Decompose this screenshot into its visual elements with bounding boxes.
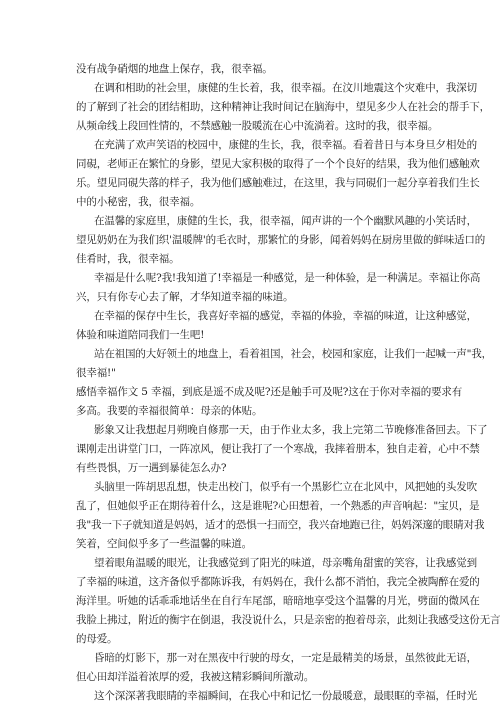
text-line: 望见奶奶在为我们织'温暖牌'的毛衣时，那繁忙的身影，闻着妈妈在厨房里做的鲜味适口的 <box>76 234 486 246</box>
text-line: 在调和相助的社会里，康健的生长着，我，很幸福。在汶川地震这个灾难中，我深切 <box>94 82 477 94</box>
text-line: 兴，只有你专心去了解，才华知道幸福的味道。 <box>76 291 294 303</box>
text-line: 这个深深著我眼睛的幸福瞬间，在我心中和记忆一份最暖意，最眼眶的幸福，任时光 <box>94 690 477 702</box>
document-body <box>76 60 500 706</box>
text-line: 望着眼角温暖的眼光，让我感觉到了阳光的味道，母亲嘴角甜蜜的笑容，让我感觉到 <box>94 557 477 569</box>
text-line: 我"我一下子就知道是妈妈，适才的恐惧一扫而空，我兴奋地跑已往，妈妈深邃的眼睛对我 <box>76 519 485 531</box>
text-line: 很幸福!" <box>76 367 116 379</box>
text-line: 感悟幸福作文 5 幸福，到底是遥不成及呢?还是触手可及呢?这在于你对幸福的要求有 <box>76 386 463 398</box>
text-line: 课刚走出讲堂门口，一阵凉风，便让我打了一个寒战，我摔着册本，独自走着，心中不禁 <box>76 443 480 455</box>
text-line: 但心田却洋溢着浓厚的爱，我被这精彩瞬间所激动。 <box>76 671 315 683</box>
text-line: 了幸福的味道，这齐备似乎都陈诉我，有妈妈在，我什么都不消怕，我完全被陶醉在爱的 <box>76 576 480 588</box>
text-line: 我脸上拂过，附近的衡宇在倒退，我没说什么，只是亲密的抱着母亲，此刻让我感受这份无言 <box>76 614 500 626</box>
text-line: 站在祖国的大好领土的地盘上，看着祖国，社会，校园和家庭，让我们一起喊一声"我， <box>94 348 492 360</box>
text-line: 的了解到了社会的团结相助，这种精神让我时间记在脑海中，望见多少人在社会的帮手下， <box>76 101 490 113</box>
text-line: 体验和味道陪同我们一生吧! <box>76 329 205 341</box>
text-line: 没有战争硝烟的地盘上保存，我，很幸福。 <box>76 63 273 75</box>
text-line: 在充满了欢声笑语的校园中，康健的生长，我，很幸福。看着昔日与本身旦夕相处的 <box>94 139 477 151</box>
text-line: 幸福是什么呢?我!我知道了!幸福是一种感觉，是一种体验，是一种满足。幸福让你高 <box>94 272 481 284</box>
text-line: 同硯，老师正在繁忙的身影，望见大家积极的取得了一个个良好的结果，我为他们感触欢 <box>76 158 480 170</box>
text-line: 中的小秘密，我，很幸福。 <box>76 196 201 208</box>
text-line: 从频命线上段回性情的，不禁感触一股暖流在心中流淌着。这时的我，很幸福。 <box>76 120 439 132</box>
text-line: 海洋里。听她的话乖乖地话坐在自行车尾部，暗暗地享受这个温馨的月光，劈面的微风在 <box>76 595 480 607</box>
text-line: 在温馨的家庭里，康健的生长，我，很幸福，闻声讲的一个个幽默风趣的小笑话时， <box>94 215 477 227</box>
text-line: 头脑里一阵胡思乱想，快走出校门，似乎有一个黑影伫立在北风中，风把她的头发吹 <box>94 481 477 493</box>
text-line: 乐。望见同硯失落的样子，我为他们感触难过，在这里，我与同硯们一起分享着我们生长 <box>76 177 480 189</box>
text-line: 的母爱。 <box>76 633 118 645</box>
text-line: 影象又让我想起月朔晚自修那一天，由于作业太多，我上完第二节晚修准备回去。下了 <box>94 424 488 436</box>
text-line: 昏暗的灯影下，那一对在黑夜中行驶的母女，一定是最精美的场景，虽然彼此无语， <box>94 652 477 664</box>
text-line: 笑着，空间似乎多了一些温馨的味道。 <box>76 538 252 550</box>
text-line: 有些畏惧，万一遇到暴徒怎么办? <box>76 462 227 474</box>
text-line: 佳肴时，我，很幸福。 <box>76 253 180 265</box>
text-line: 在幸福的保存中生长，我喜好幸福的感觉，幸福的体验，幸福的味道，让这种感觉， <box>94 310 477 322</box>
text-line: 乱了，但她似乎正在期待着什么，这是谁呢?心田想着，一个熟悉的声音响起："宝贝，是 <box>76 500 480 512</box>
text-line: 多高。我要的幸福很简单：母亲的体贴。 <box>76 405 263 417</box>
